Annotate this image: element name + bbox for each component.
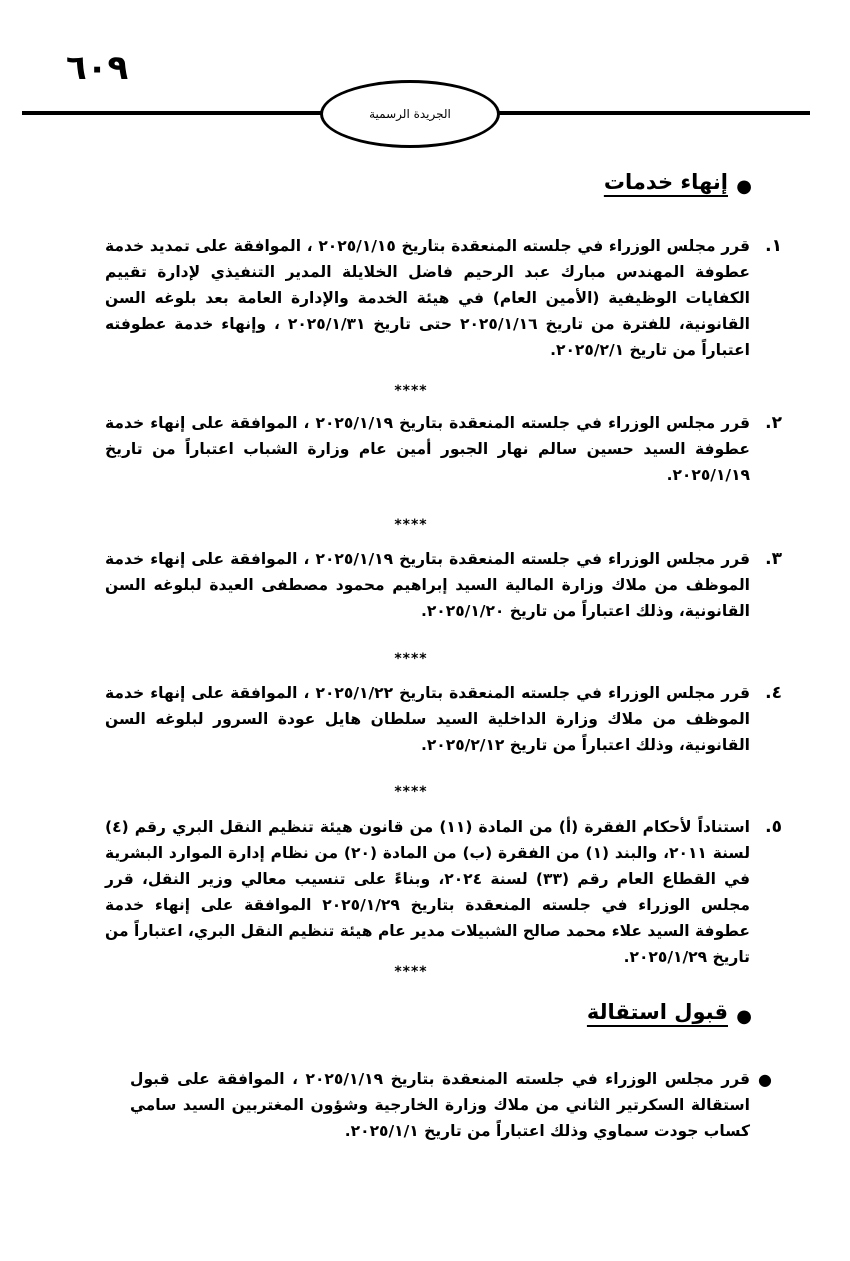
journal-name: الجريدة الرسمية [369,107,451,121]
separator: **** [394,383,428,399]
item-text: قرر مجلس الوزراء في جلسته المنعقدة بتاريخ ٢٠٢٥/١/١٩ ، الموافقة على قبول استقالة السكرتير الثاني من ملاك وزارة الخارجية وشؤون المغتربين السيد سامي كساب جودت سماوي وذلك اعتباراً من تاريخ ٢٠٢٥/١/١. [130,1070,750,1140]
item-text: قرر مجلس الوزراء في جلسته المنعقدة بتاريخ ٢٠٢٥/١/١٩ ، الموافقة على إنهاء خدمة الموظف من ملاك وزارة المالية السيد إبراهيم محمود مصطفى العيدة لبلوغه السن القانونية، وذلك اعتباراً من تاريخ ٢٠٢٥/١/٢٠. [105,550,750,620]
separator: **** [394,651,428,667]
section-bullet-icon: ● [736,1006,752,1027]
decision-item-4 [105,680,782,758]
section-bullet-icon: ● [736,176,752,197]
decision-item-5 [105,814,782,970]
item-number: ٥. [765,817,782,837]
item-text: استناداً لأحكام الفقرة (أ) من المادة (١١) من قانون هيئة تنظيم النقل البري رقم (٤) لسنة ٢٠١١، والبند (١) من الفقرة (ب) من المادة (٢٠) من نظام إدارة الموارد البشرية في القطاع العام رقم (٣٣) لسنة ٢٠٢٤، وبناءً على تنسيب معالي وزير النقل، قرر مجلس الوزراء في جلسته المنعقدة بتاريخ ٢٠٢٥/١/٢٩ الموافقة على إنهاء خدمة عطوفة السيد علاء محمد صالح الشبيلات مدير عام هيئة تنظيم النقل البري، اعتباراً من تاريخ ٢٠٢٥/١/٢٩. [105,818,751,966]
resignation-item [130,1066,772,1144]
item-number: ٢. [765,413,782,433]
item-number: ٣. [765,549,782,569]
separator: **** [394,517,428,533]
decision-item-2 [105,410,782,488]
bullet-icon: ● [758,1070,772,1089]
decision-item-1 [105,233,782,363]
item-number: ١. [765,236,782,256]
item-text: قرر مجلس الوزراء في جلسته المنعقدة بتاريخ ٢٠٢٥/١/١٩ ، الموافقة على إنهاء خدمة عطوفة السيد حسين سالم نهار الجبور أمين عام وزارة الشباب اعتباراً من تاريخ ٢٠٢٥/١/١٩. [105,414,750,484]
journal-name-badge [320,80,500,148]
separator: **** [394,964,428,980]
separator: **** [394,784,428,800]
item-text: قرر مجلس الوزراء في جلسته المنعقدة بتاريخ ٢٠٢٥/١/٢٢ ، الموافقة على إنهاء خدمة الموظف من ملاك وزارة الداخلية السيد سلطان هايل عودة السرور لبلوغه السن القانونية، وذلك اعتباراً من تاريخ ٢٠٢٥/٢/١٢. [105,684,750,754]
item-number: ٤. [765,683,782,703]
section-heading-termination: إنهاء خدمات [603,170,728,194]
section-heading-resignation: قبول استقالة [586,1000,728,1024]
page-number: ٦٠٩ [66,48,129,88]
item-text: قرر مجلس الوزراء في جلسته المنعقدة بتاريخ ٢٠٢٥/١/١٥ ، الموافقة على تمديد خدمة عطوفة المهندس مبارك عبد الرحيم فاضل الخلايلة المدير التنفيذي لإدارة تقييم الكفايات الوظيفية (الأمين العام) في هيئة الخدمة والإدارة العامة بعد بلوغه السن القانونية، للفترة من تاريخ ٢٠٢٥/١/١٦ حتى تاريخ ٢٠٢٥/١/٣١ ، وإنهاء خدمة عطوفته اعتباراً من تاريخ ٢٠٢٥/٢/١. [105,237,750,359]
decision-item-3 [105,546,782,624]
